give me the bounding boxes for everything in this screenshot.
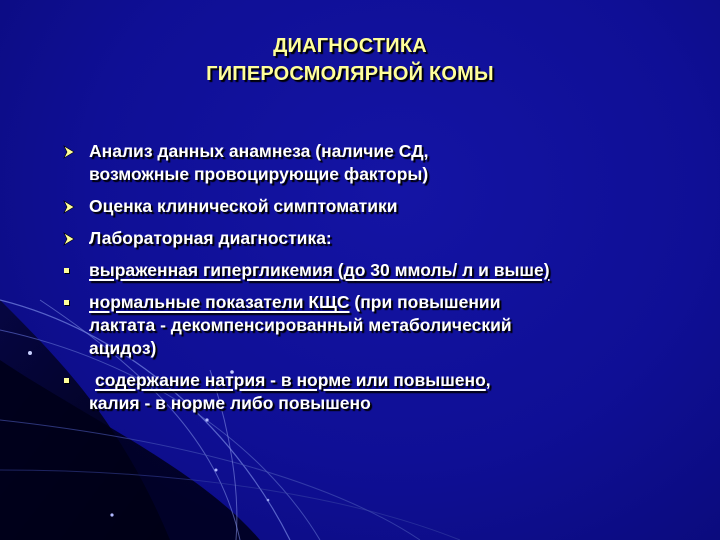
title-line-1: ДИАГНОСТИКА (273, 35, 427, 57)
list-item (62, 140, 702, 186)
underlined-text: выраженная гипергликемия (до 30 ммоль/ л и выше) (89, 260, 550, 280)
list-item-text: Лабораторная диагностика: (89, 228, 332, 248)
sparkle-dot (267, 499, 270, 502)
list-item-text-continued: ацидоз) (89, 338, 157, 358)
title-line-2: ГИПЕРОСМОЛЯРНОЙ КОМЫ (206, 63, 494, 85)
list-item-text: Анализ данных анамнеза (наличие СД, (89, 141, 429, 161)
square-bullet-icon (64, 268, 69, 273)
list-item-text: Оценка клинической симптоматики (89, 196, 398, 216)
underlined-text: нормальные показатели КЩС (89, 292, 350, 312)
sparkle-dot (28, 351, 32, 355)
square-bullet-icon (64, 300, 69, 305)
slide-title (150, 32, 550, 88)
list-item (62, 195, 702, 218)
list-item (62, 227, 702, 250)
list-item-text-continued: калия - в норме либо повышено (89, 393, 371, 413)
list-item-text (89, 291, 702, 314)
square-bullet-icon (64, 378, 69, 383)
list-item-text-rest: (при повышении (349, 292, 501, 312)
underlined-text: содержание натрия - в норме или повышено (95, 370, 486, 390)
list-item-text-continued: лактата - декомпенсированный метаболический (89, 315, 512, 335)
list-item-text-rest: , (485, 370, 491, 390)
list-item (62, 369, 702, 415)
list-item (62, 259, 702, 282)
sparkle-dot (215, 469, 218, 472)
arrow-icon (62, 232, 76, 246)
list-item-text-continued: возможные провоцирующие факторы) (89, 164, 429, 184)
sparkle-dot (110, 513, 113, 516)
list-item (62, 291, 702, 360)
list-item-text (89, 369, 702, 392)
list-item-text (89, 259, 702, 282)
arrow-icon (62, 145, 76, 159)
bullet-list (62, 140, 702, 424)
arrow-icon (62, 200, 76, 214)
